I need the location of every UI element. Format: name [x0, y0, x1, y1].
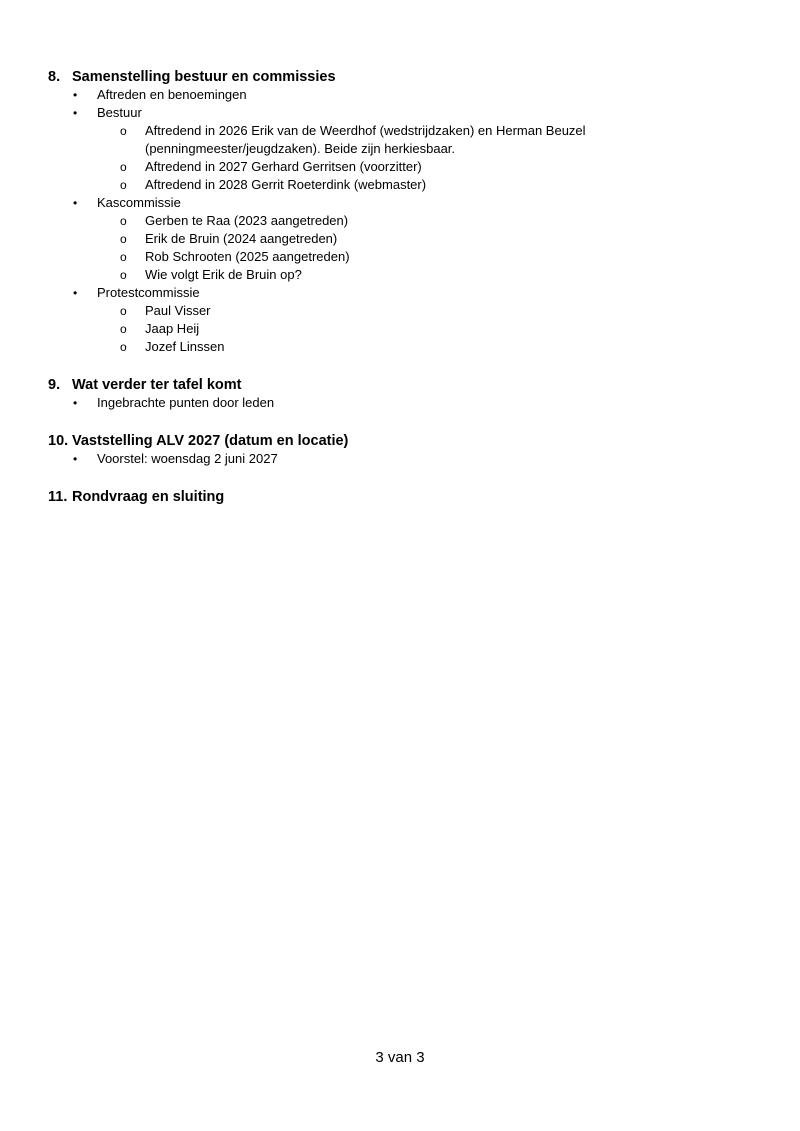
section-number: 10.: [48, 433, 69, 449]
sub-item-text: Jozef Linssen: [145, 339, 225, 354]
agenda-section-10: [48, 432, 348, 468]
bullet-list: [48, 194, 615, 212]
list-item-text: Bestuur: [97, 105, 142, 120]
section-title: Samenstelling bestuur en commissies: [72, 69, 336, 85]
bullet-list: [48, 86, 615, 122]
section-heading: [48, 432, 348, 450]
agenda-section-8: [48, 68, 615, 356]
section-number: 9.: [48, 377, 61, 393]
section-title: Wat verder ter tafel komt: [72, 377, 242, 393]
agenda-section-9: [48, 376, 274, 412]
sub-list-protestcommissie: [0, 302, 615, 356]
sub-item-text: Gerben te Raa (2023 aangetreden): [145, 213, 349, 228]
circle-bullet-icon: o: [120, 178, 127, 192]
sub-item-text: Erik de Bruin (2024 aangetreden): [145, 231, 338, 246]
sub-list-item: [0, 176, 615, 194]
section-title: Vaststelling ALV 2027 (datum en locatie): [72, 433, 349, 449]
bullet-list: [48, 284, 615, 302]
sub-list-item: [0, 248, 615, 266]
sub-item-text: Rob Schrooten (2025 aangetreden): [145, 249, 350, 264]
list-item: [48, 394, 274, 412]
sub-item-text: Wie volgt Erik de Bruin op?: [145, 267, 302, 282]
bullet-list: [48, 450, 348, 468]
circle-bullet-icon: o: [120, 214, 127, 228]
sub-list-bestuur: [0, 122, 615, 194]
sub-item-text: Aftredend in 2026 Erik van de Weerdhof (wedstrijdzaken) en Herman Beuzel (penningmeester/jeugdzaken). Beide zijn herkiesbaar.: [145, 123, 586, 156]
circle-bullet-icon: o: [120, 250, 127, 264]
bullet-list: [48, 394, 274, 412]
section-number: 8.: [48, 69, 61, 85]
sub-item-text: Jaap Heij: [145, 321, 200, 336]
sub-item-text: Aftredend in 2028 Gerrit Roeterdink (webmaster): [145, 177, 427, 192]
section-heading: [48, 68, 615, 86]
circle-bullet-icon: o: [120, 160, 127, 174]
sub-item-text: Aftredend in 2027 Gerhard Gerritsen (voorzitter): [145, 159, 422, 174]
section-number: 11.: [48, 489, 68, 505]
page-number: 3 van 3: [375, 1049, 425, 1066]
sub-list-item: [0, 302, 615, 320]
circle-bullet-icon: o: [120, 322, 127, 336]
agenda-section-11: [48, 488, 224, 506]
section-heading: [48, 376, 274, 394]
list-item-text: Ingebrachte punten door leden: [97, 395, 275, 410]
sub-list-item: [0, 212, 615, 230]
list-item: [48, 86, 615, 104]
sub-list-kascommissie: [0, 212, 615, 284]
list-item-text: Aftreden en benoemingen: [97, 87, 247, 102]
list-item: [48, 194, 615, 212]
list-item: [48, 104, 615, 122]
circle-bullet-icon: o: [120, 304, 127, 318]
sub-list-item: [0, 320, 615, 338]
sub-list-item: [0, 122, 615, 158]
list-item-text: Voorstel: woensdag 2 juni 2027: [97, 451, 278, 466]
list-item-text: Kascommissie: [97, 195, 181, 210]
circle-bullet-icon: o: [120, 268, 127, 282]
sub-item-text: Paul Visser: [145, 303, 211, 318]
circle-bullet-icon: o: [120, 340, 127, 354]
circle-bullet-icon: o: [120, 124, 127, 138]
list-item: [48, 450, 348, 468]
sub-list-item: [0, 266, 615, 284]
circle-bullet-icon: o: [120, 232, 127, 246]
sub-list-item: [0, 158, 615, 176]
list-item-text: Protestcommissie: [97, 285, 200, 300]
section-heading: [48, 488, 224, 506]
section-title: Rondvraag en sluiting: [72, 489, 225, 505]
sub-list-item: [0, 230, 615, 248]
list-item: [48, 284, 615, 302]
sub-list-item: [0, 338, 615, 356]
